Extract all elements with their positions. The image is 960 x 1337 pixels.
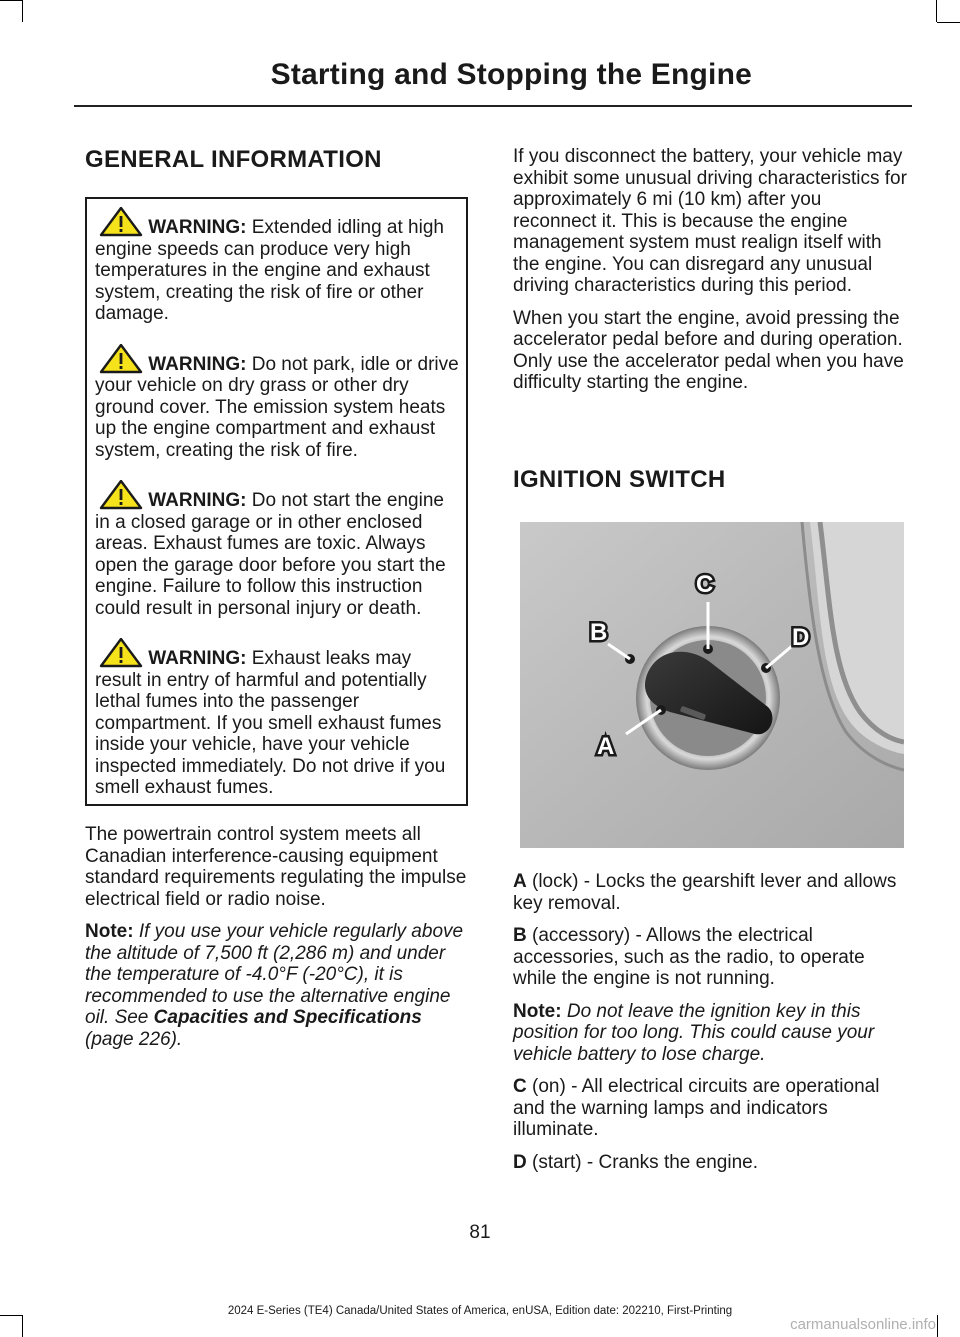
page-title: Starting and Stopping the Engine (270, 58, 752, 91)
item-a (513, 871, 908, 914)
item-key: A (513, 871, 527, 892)
note-page: (page 226). (85, 1028, 183, 1050)
crop-mark (937, 22, 960, 23)
edition-line: 2024 E-Series (TE4) Canada/United States of America, enUSA, Edition date: 202210, First-Printing (227, 1305, 733, 1317)
header-divider (74, 105, 912, 107)
crop-mark (22, 0, 23, 22)
item-text: (lock) - Locks the gearshift lever and allows key removal. (513, 871, 897, 914)
ignition-switch-illustration (520, 522, 904, 848)
watermark: carmanualsonline.info (790, 1316, 936, 1333)
warning-text: Do not park, idle or drive your vehicle on dry grass or other dry ground cover. The emission system heats up the engine compartment and exhaust system, creating the risk of fire. (95, 353, 459, 461)
item-key: D (513, 1151, 527, 1173)
warning-2 (95, 344, 460, 462)
warning-3 (95, 480, 460, 619)
warning-label: WARNING: (148, 217, 247, 238)
position-descriptions (513, 871, 908, 1173)
label-a: A (597, 733, 615, 760)
crop-mark (0, 0, 22, 1)
warning-label: WARNING: (148, 648, 247, 669)
warning-triangle-icon (99, 638, 143, 668)
note-reference-link[interactable]: Capacities and Specifications (153, 1007, 422, 1028)
battery-paragraph: If you disconnect the battery, your vehicle may exhibit some unusual driving characteristics for approximately 6 mi (10 km) after you reconnect it. This is because the engine management system must realign itself with the engine. You can disregard any unusual driving characteristics during this period. (513, 146, 907, 296)
crop-mark (22, 1315, 23, 1337)
warning-label: WARNING: (148, 353, 247, 375)
ignition-switch-photo (520, 522, 904, 848)
warning-label: WARNING: (148, 490, 247, 511)
item-key: B (513, 925, 527, 946)
accelerator-paragraph: When you start the engine, avoid pressing the accelerator pedal before and during operation. Only use the accelerator pedal when you have difficulty starting the engine. (513, 307, 904, 393)
label-b: B (590, 619, 608, 646)
note-text: If you use your vehicle regularly above the altitude of 7,500 ft (2,286 m) and under the temperature of -4.0°F (-20°C), it is recommended to use the alternative engine oil. See (85, 921, 464, 1028)
item-text: (start) - Cranks the engine. (526, 1151, 758, 1173)
warning-text: Do not start the engine in a closed garage or in other enclosed areas. Exhaust fumes are toxic. Always open the garage door before you start the engine. Failure to follow this instruction could result in personal injury or death. (95, 490, 446, 619)
label-d: D (792, 624, 810, 651)
crop-mark (937, 1315, 938, 1337)
left-column (85, 146, 475, 174)
item-d (513, 1152, 908, 1174)
section-heading-general: GENERAL INFORMATION (85, 146, 382, 173)
crop-mark (936, 0, 937, 22)
powertrain-paragraph: The powertrain control system meets all Canadian interference-causing equipment standard requirements regulating the impulse electrical field or radio noise. (85, 824, 467, 910)
warning-triangle-icon (99, 344, 143, 374)
note-label: Note: (85, 921, 134, 942)
altitude-note (85, 921, 475, 1050)
warning-triangle-icon (99, 207, 143, 237)
warning-triangle-icon (99, 480, 143, 510)
item-text: (accessory) - Allows the electrical accessories, such as the radio, to operate while the engine is not running. (513, 925, 865, 989)
warning-text: Extended idling at high engine speeds can produce very high temperatures in the engine and exhaust system, creating the risk of fire or other damage. (95, 217, 444, 324)
warning-text: Exhaust leaks may result in entry of harmful and potentially lethal fumes into the passenger compartment. If you smell exhaust fumes inside your vehicle, have your vehicle inspected immediately. Do not drive if you smell exhaust fumes. (95, 648, 446, 798)
warning-4 (95, 638, 460, 799)
right-column (513, 146, 908, 394)
ignition-note (513, 1001, 908, 1066)
warning-1 (95, 207, 460, 325)
item-text: (on) - All electrical circuits are operational and the warning lamps and indicators illuminate. (513, 1076, 880, 1140)
label-c: C (696, 571, 714, 598)
page-number: 81 (469, 1222, 491, 1243)
left-body (85, 824, 475, 1050)
note-label: Note: (513, 1000, 562, 1022)
item-c (513, 1076, 908, 1141)
item-b (513, 925, 908, 990)
note-text: Do not leave the ignition key in this position for too long. This could cause your vehicle battery to lose charge. (513, 1000, 875, 1065)
section-heading-ignition: IGNITION SWITCH (513, 466, 726, 493)
warnings-box (85, 197, 468, 806)
item-key: C (513, 1076, 527, 1097)
